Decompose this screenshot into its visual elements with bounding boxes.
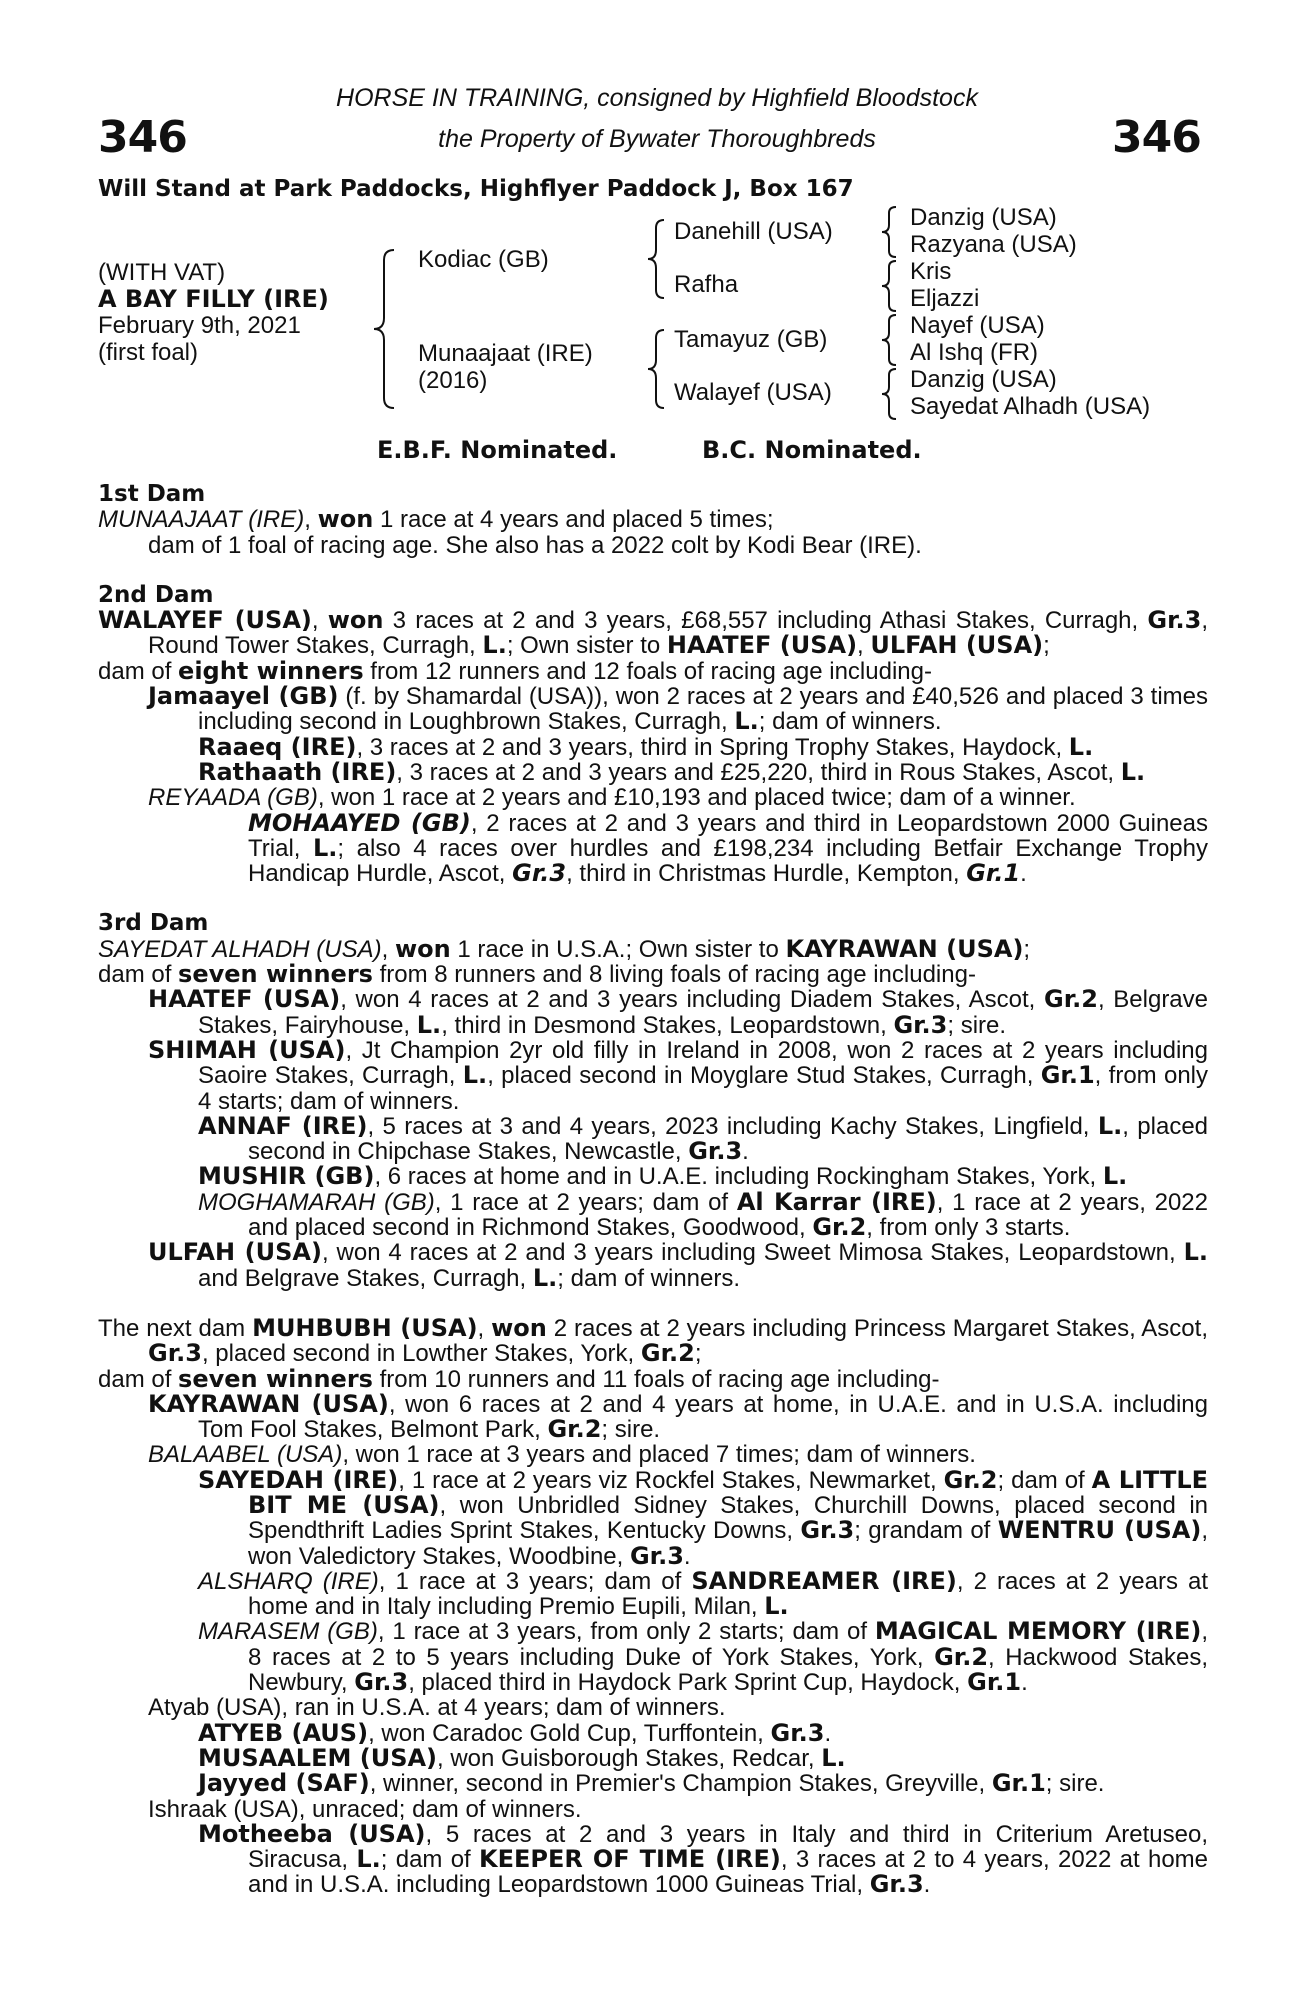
pedigree-brace-dam	[642, 328, 668, 410]
first-dam-text: MUNAAJAAT (IRE), won 1 race at 4 years and placed 5 times; dam of 1 foal of racing age. She also has a 2022 colt by Kodi Bear (IRE).	[98, 505, 922, 559]
sire-sire-dam: Razyana (USA)	[910, 231, 1077, 258]
pedigree-brace-ss	[876, 205, 900, 259]
foaling-date: February 9th, 2021	[98, 312, 301, 339]
second-dam-text: WALAYEF (USA), won 3 races at 2 and 3 years, £68,557 including Athasi Stakes, Curragh, Gr.3, Round Tower Stakes, Curragh, L.; Own sister to HAATEF (USA), ULFAH (USA); dam of eight winners from 12 runners and 12 foals of racing age including- Jamaayel (GB) (f. by Shamardal (USA)), won 2 races at 2 years and £40,526 and placed 3 times including second in Loughbrown Stakes, Curragh, L.; dam of winners. Raaeq (IRE), 3 races at 2 and 3 years, third in Spring Trophy Stakes, Haydock, L. Rathaath (IRE), 3 races at 2 and 3 years and £25,220, third in Rous Stakes, Ascot, L. REYAADA (GB), won 1 race at 2 years and £10,193 and placed twice; dam of a winner. MOHAAYED (GB), 2 races at 2 and 3 years and third in Leopardstown 2000 Guineas Trial, L.; also 4 races over hurdles and £198,234 including Betfair Exchange Trophy Handicap Hurdle, Ascot, Gr.3, third in Christmas Hurdle, Kempton, Gr.1.	[98, 606, 1209, 888]
pedigree-brace-dd	[876, 367, 900, 421]
foal-note: (first foal)	[98, 339, 199, 366]
pedigree-brace-main	[370, 248, 400, 410]
third-dam-section	[98, 911, 1208, 1290]
dam-sire-dam: Al Ishq (FR)	[910, 339, 1039, 366]
third-dam-text: SAYEDAT ALHADH (USA), won 1 race in U.S.A.; Own sister to KAYRAWAN (USA); dam of seven winners from 8 runners and 8 living foals of racing age including- HAATEF (USA), won 4 races at 2 and 3 years including Diadem Stakes, Ascot, Gr.2, Belgrave Stakes, Fairyhouse, L., third in Desmond Stakes, Leopardstown, Gr.3; sire. SHIMAH (USA), Jt Champion 2yr old filly in Ireland in 2008, won 2 races at 2 years including Saoire Stakes, Curragh, L., placed second in Moyglare Stud Stakes, Curragh, Gr.1, from only 4 starts; dam of winners. ANNAF (IRE), 5 races at 3 and 4 years, 2023 including Kachy Stakes, Lingfield, L., placed second in Chipchase Stakes, Newcastle, Gr.3. MUSHIR (GB), 6 races at home and in U.A.E. including Rockingham Stakes, York, L. MOGHAMARAH (GB), 1 race at 2 years; dam of Al Karrar (IRE), 1 race at 2 years, 2022 and placed second in Richmond Stakes, Goodwood, Gr.2, from only 3 starts. ULFAH (USA), won 4 races at 2 and 3 years including Sweet Mimosa Stakes, Leopardstown, L. and Belgrave Stakes, Curragh, L.; dam of winners.	[98, 934, 1209, 1292]
sire-dam-dam: Eljazzi	[910, 285, 980, 312]
lot-number-right: 346	[1112, 112, 1201, 163]
consignment-line: HORSE IN TRAINING, consigned by Highfield Bloodstock	[336, 84, 978, 112]
sire-sire: Danehill (USA)	[674, 218, 833, 245]
second-dam-title: 2nd Dam	[98, 581, 214, 608]
dam-name: Munaajaat (IRE)	[418, 340, 593, 367]
bc-nomination: B.C. Nominated.	[702, 436, 922, 464]
pedigree-brace-sd	[876, 259, 900, 313]
dam-dam: Walayef (USA)	[674, 379, 832, 406]
dam-year: (2016)	[418, 367, 488, 394]
sire-dam: Rafha	[674, 271, 739, 298]
sire-dam-sire: Kris	[910, 258, 952, 285]
pedigree-brace-sire	[642, 218, 668, 300]
third-dam-title: 3rd Dam	[98, 910, 209, 937]
pedigree-brace-ds	[876, 313, 900, 367]
lot-number-left: 346	[98, 112, 187, 163]
ebf-nomination: E.B.F. Nominated.	[377, 436, 618, 464]
horse-name: A BAY FILLY (IRE)	[98, 285, 329, 313]
sire-name: Kodiac (GB)	[418, 246, 549, 273]
first-dam-section	[98, 482, 1208, 558]
property-line: the Property of Bywater Thoroughbreds	[438, 125, 876, 153]
dam-dam-dam: Sayedat Alhadh (USA)	[910, 393, 1151, 420]
second-dam-section	[98, 583, 1208, 887]
first-dam-title: 1st Dam	[98, 481, 206, 507]
sire-sire-sire: Danzig (USA)	[910, 204, 1057, 231]
catalogue-body	[98, 482, 1208, 1898]
dam-dam-sire: Danzig (USA)	[910, 366, 1057, 393]
dam-sire: Tamayuz (GB)	[674, 326, 828, 353]
vat-note: (WITH VAT)	[98, 259, 226, 286]
next-dam-text: The next dam MUHBUBH (USA), won 2 races at 2 years including Princess Margaret Stakes, Ascot, Gr.3, placed second in Lowther Stakes, York, Gr.2; dam of seven winners from 10 runners and 11 foals of racing age including- KAYRAWAN (USA), won 6 races at 2 and 4 years at home, in U.A.E. and in U.S.A. including Tom Fool Stakes, Belmont Park, Gr.2; sire. BALAABEL (USA), won 1 race at 3 years and placed 7 times; dam of winners. SAYEDAH (IRE), 1 race at 2 years viz Rockfel Stakes, Newmarket, Gr.2; dam of A LITTLE BIT ME (USA), won Unbridled Sidney Stakes, Churchill Downs, placed second in Spendthrift Ladies Sprint Stakes, Kentucky Downs, Gr.3; grandam of WENTRU (USA), won Valedictory Stakes, Woodbine, Gr.3. ALSHARQ (IRE), 1 race at 3 years; dam of SANDREAMER (IRE), 2 races at 2 years at home and in Italy including Premio Eupili, Milan, L. MARASEM (GB), 1 race at 3 years, from only 2 starts; dam of MAGICAL MEMORY (IRE), 8 races at 2 to 5 years including Duke of York Stakes, York, Gr.2, Hackwood Stakes, Newbury, Gr.3, placed third in Haydock Park Sprint Cup, Haydock, Gr.1. Atyab (USA), ran in U.S.A. at 4 years; dam of winners. ATYEB (AUS), won Caradoc Gold Cup, Turffontein, Gr.3. MUSAALEM (USA), won Guisborough Stakes, Redcar, L. Jayyed (SAF), winner, second in Premier's Champion Stakes, Greyville, Gr.1; sire. Ishraak (USA), unraced; dam of winners. Motheeba (USA), 5 races at 2 and 3 years in Italy and third in Criterium Aretuseo, Siracusa, L.; dam of KEEPER OF TIME (IRE), 3 races at 2 to 4 years, 2022 at home and in U.S.A. including Leopardstown 1000 Guineas Trial, Gr.3.	[98, 1313, 1209, 1899]
dam-sire-sire: Nayef (USA)	[910, 312, 1045, 339]
next-dam-section	[98, 1313, 1209, 1899]
stand-location: Will Stand at Park Paddocks, Highflyer Paddock J, Box 167	[98, 176, 854, 202]
